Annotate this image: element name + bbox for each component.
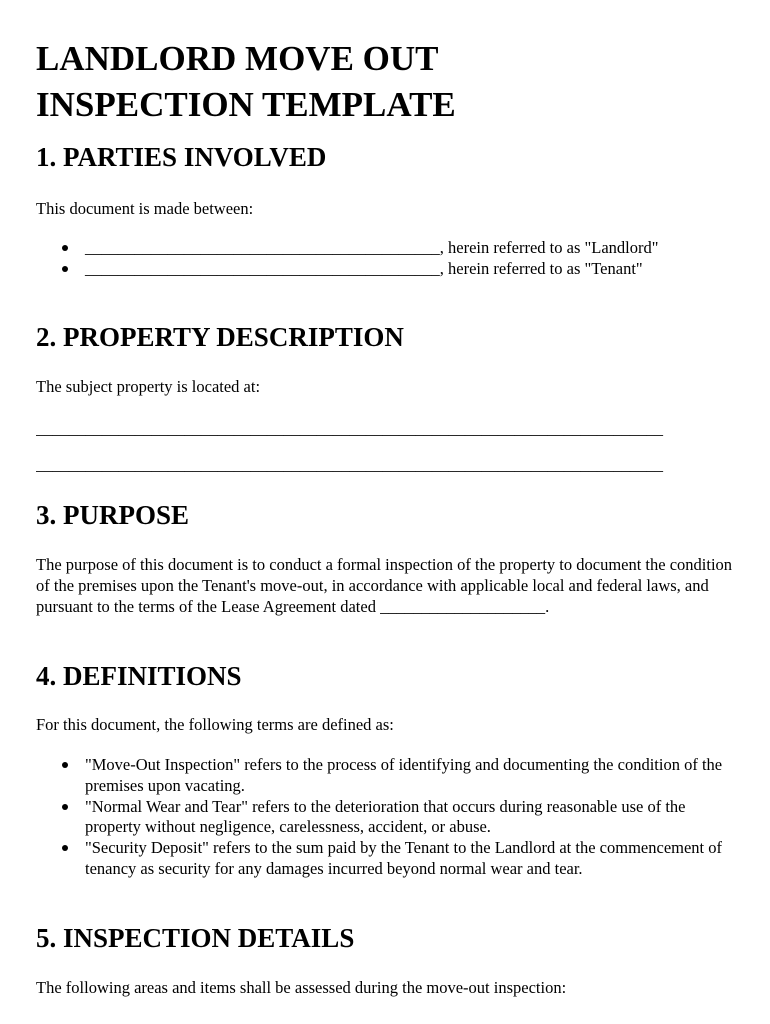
property-address-line-1: ____________________________________________________________________________ (36, 419, 663, 438)
purpose-text: The purpose of this document is to conduct a formal inspection of the property to document the condition of the premises upon the Tenant's move-out, in accordance with applicable local and federal laws, and pursuant to the terms of the Lease Agreement dated ____________________. (36, 555, 733, 616)
definitions-intro: For this document, the following terms are defined as: (36, 715, 394, 734)
list-item (36, 259, 748, 280)
property-address-line-2: ____________________________________________________________________________ (36, 455, 663, 474)
party-tenant-text: ___________________________________________, herein referred to as "Tenant" (85, 258, 643, 278)
section-heading-parties: 1. PARTIES INVOLVED (36, 142, 327, 172)
bullet-icon (62, 245, 68, 251)
bullet-icon (62, 762, 68, 768)
title-line-2: INSPECTION TEMPLATE (36, 85, 456, 124)
list-item (36, 238, 748, 259)
section-heading-property: 2. PROPERTY DESCRIPTION (36, 322, 404, 352)
bullet-icon (62, 266, 68, 272)
definitions-list (36, 755, 748, 880)
document-title (36, 36, 748, 128)
inspection-intro: The following areas and items shall be assessed during the move-out inspection: (36, 978, 567, 997)
definition-security-deposit: "Security Deposit" refers to the sum paid by the Tenant to the Landlord at the commencement of tenancy as security for any damages incurred beyond normal wear and tear. (85, 838, 722, 878)
property-intro: The subject property is located at: (36, 377, 261, 396)
party-landlord-text: ___________________________________________, herein referred to as "Landlord" (85, 238, 659, 257)
definition-wear-tear: "Normal Wear and Tear" refers to the deterioration that occurs during reasonable use of the property without negligence, carelessness, accident, or abuse. (85, 796, 686, 837)
list-item (36, 755, 748, 797)
section-heading-definitions: 4. DEFINITIONS (36, 661, 242, 691)
bullet-icon (62, 804, 68, 810)
parties-list (36, 238, 748, 280)
section-heading-purpose: 3. PURPOSE (36, 500, 190, 530)
definition-move-out: "Move-Out Inspection" refers to the process of identifying and documenting the condition of the premises upon vacating. (85, 755, 723, 795)
title-line-1: LANDLORD MOVE OUT (36, 39, 439, 78)
list-item (36, 838, 748, 880)
section-heading-inspection: 5. INSPECTION DETAILS (36, 923, 355, 953)
document-page (36, 30, 748, 997)
bullet-icon (62, 845, 68, 851)
list-item (36, 797, 748, 839)
parties-intro: This document is made between: (36, 199, 254, 218)
